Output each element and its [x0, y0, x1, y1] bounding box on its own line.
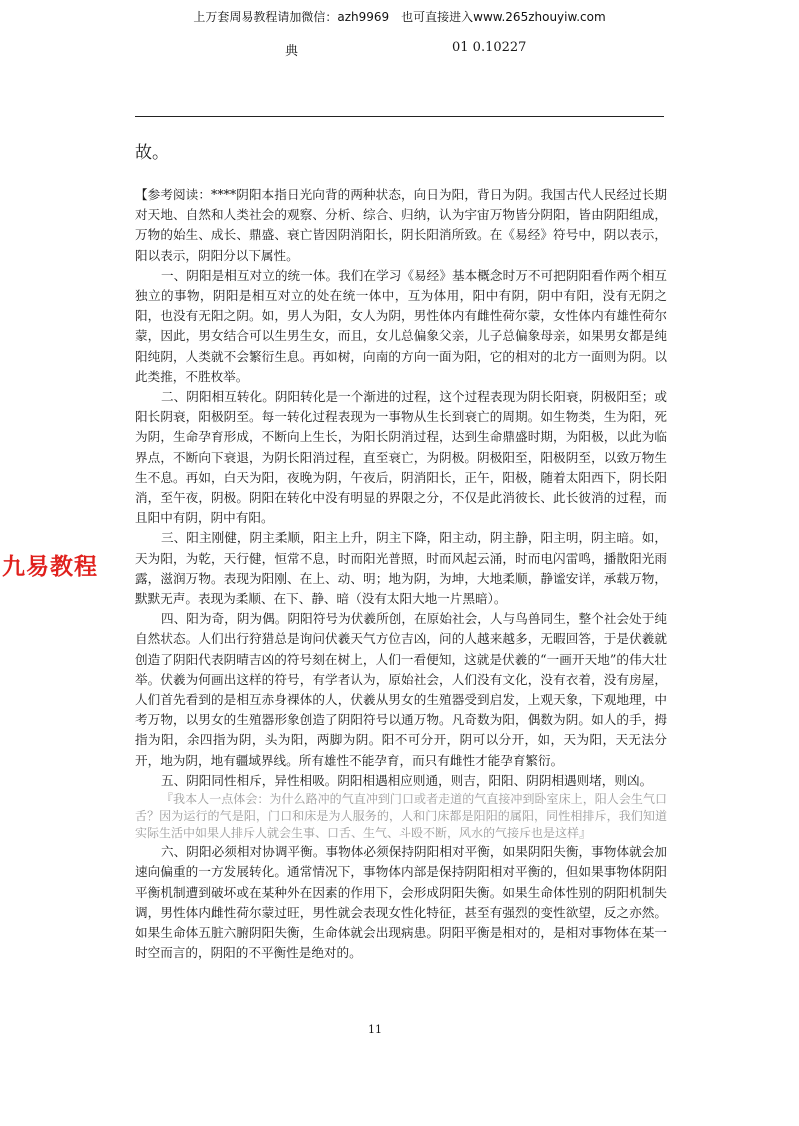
opening-char: 故。	[135, 143, 169, 163]
watermark-logo: 九易教程	[2, 554, 98, 580]
paragraph-balance: 六、阴阳必须相对协调平衡。事物体必须保持阴阳相对平衡，如果阴阳失衡，事物体就会加速向偏重的一方发展转化。通常情况下，事物体内部是保持阴阳相对平衡的，但如果事物体阴阳平衡机制遭到破坏或在某种外在因素的作用下，会形成阴阳失衡。如果生命体性别的阴阳机制失调，男性体内雌性荷尔蒙过旺，男性就会表现女性化特征，甚至有强烈的变性欲望，反之亦然。如果生命体五脏六腑阴阳失衡，生命体就会出现病患。阴阳平衡是相对的，是相对事物体在某一时空而言的，阴阳的不平衡性是绝对的。	[135, 844, 667, 961]
body-text	[135, 185, 667, 963]
header-left-text: 典	[285, 44, 299, 59]
top-notice: 上万套周易教程请加微信：azh9969 也可直接进入www.265zhouyiw.com	[193, 10, 606, 24]
paragraph-reference: 【参考阅读：****阴阳本指日光向背的两种状态，向日为阳，背日为阴。我国古代人民经过长期对天地、自然和人类社会的观察、分析、综合、归纳，认为宇宙万物皆分阴阳，皆由阴阳组成，万物的始生、成长、鼎盛、衰亡皆因阴消阳长，阴长阳消所致。在《易经》符号中，阴以表示，阳以表示，阴阳分以下属性。	[135, 187, 667, 263]
faint-note: 『我本人一点体会：为什么路冲的气直冲到门口或者走道的气直接冲到卧室床上，阳人会生气口舌？因为运行的气是阳，门口和床是为人服务的，人和门床都是阳阳的属阳，同性相排斥，我们知道实际生活中如果人排斥人就会生事、口舌、生气、斗殴不断，风水的气接斥也是这样』	[135, 792, 667, 841]
paragraph-transformation: 二、阴阳相互转化。阴阳转化是一个渐进的过程，这个过程表现为阴长阳衰，阴极阳至；或阳长阴衰，阳极阴至。每一转化过程表现为一事物从生长到衰亡的周期。如生物类，生为阳，死为阴，生命孕育形成，不断向上生长，为阳长阴消过程，达到生命鼎盛时期，为阳极，以此为临界点，不断向下衰退，为阴长阳消过程，直至衰亡，为阴极。阴极阳至，阳极阴至，以致万物生生不息。再如，白天为阳，夜晚为阴，午夜后，阴消阳长，正午，阳极，随着太阳西下，阴长阳消，至午夜，阴极。阴阳在转化中没有明显的界限之分，不仅是此消彼长、此长彼消的过程，而且阳中有阴，阴中有阳。	[135, 389, 667, 526]
paragraph-firm-soft: 三、阳主刚健，阴主柔顺，阳主上升，阴主下降，阳主动，阴主静，阳主明，阴主暗。如，天为阳，为乾，天行健，恒常不息，时而阳光普照，时而风起云涌，时而电闪雷鸣，播散阳光雨露，滋润万物。表现为阳刚、在上、动、明；地为阴，为坤，大地柔顺，静谧安详，承载万物，默默无声。表现为柔顺、在下、静、暗（没有太阳大地一片黑暗）。	[135, 530, 667, 607]
paragraph-unity: 一、阴阳是相互对立的统一体。我们在学习《易经》基本概念时万不可把阴阳看作两个相互独立的事物，阴阳是相互对立的处在统一体中，互为体用，阳中有阴，阴中有阳，没有无阴之阳，也没有无阳之阴。如，男人为阳，女人为阴，男性体内有雌性荷尔蒙，女性体内有雄性荷尔蒙，因此，男女结合可以生男生女，而且，女儿总偏象父亲，儿子总偏象母亲，如果男女都是纯阳纯阴，人类就不会繁衍生息。再如树，向南的方向一面为阳，它的相对的北方一面则为阴。以此类推，不胜枚举。	[135, 267, 667, 384]
header-rule	[135, 116, 664, 117]
page-number: 11	[368, 1023, 382, 1036]
paragraph-attraction: 五、阴阳同性相斥，异性相吸。阴阳相遇相应则通，则吉，阳阳、阴阴相遇则堵，则凶。	[161, 772, 653, 788]
header-right-code: 01 0.10227	[452, 40, 527, 55]
paragraph-odd-even: 四、阳为奇，阴为偶。阴阳符号为伏羲所创，在原始社会，人与鸟兽同生，整个社会处于纯自然状态。人们出行狩猎总是询问伏羲天气方位吉凶，问的人越来越多，无暇回答，于是伏羲就创造了阴阳代表阴晴吉凶的符号刻在树上，人们一看便知，这就是伏羲的“一画开天地”的伟大壮举。伏羲为何画出这样的符号，有学者认为，原始社会，人们没有文化，没有衣着，没有房屋，人们首先看到的是相互赤身裸体的人，伏羲从男女的生殖器受到启发，上观天象，下观地理，中考万物，以男女的生殖器形象创造了阴阳符号以通万物。凡奇数为阳，偶数为阴。如人的手，拇指为阳，余四指为阴，头为阳，两脚为阴。阳不可分开，阴可以分开，如，天为阳，天无法分开，地为阴，地有疆域界线。所有雄性不能孕育，而只有雌性才能孕育繁衍。	[135, 611, 667, 768]
